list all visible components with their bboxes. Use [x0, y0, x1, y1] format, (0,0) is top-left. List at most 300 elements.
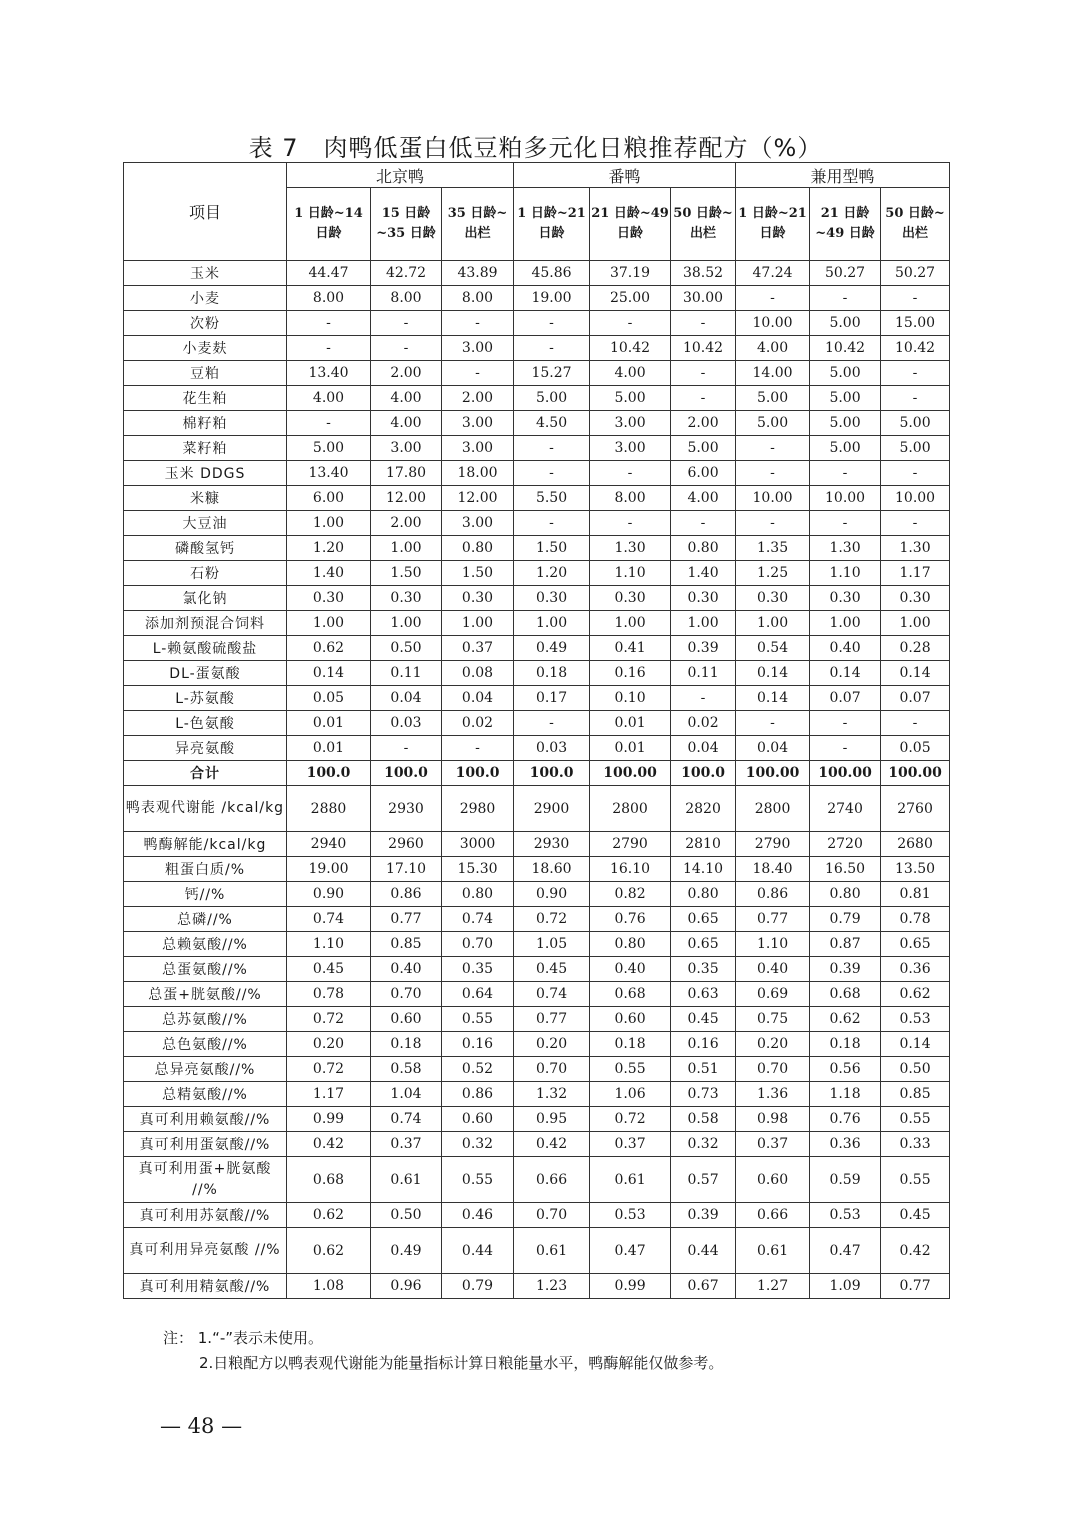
table-row [124, 786, 950, 832]
table-cell: - [671, 511, 736, 536]
row-label: 玉米 [124, 261, 287, 286]
table-row [124, 1057, 950, 1082]
table-cell: - [881, 511, 950, 536]
table-cell: - [881, 461, 950, 486]
table-cell: 0.18 [371, 1032, 442, 1057]
note-line-2: 2.日粮配方以鸭表观代谢能为能量指标计算日粮能量水平，鸭酶解能仅做参考。 [199, 1354, 724, 1372]
table-cell: 0.39 [810, 957, 881, 982]
table-cell: 44.47 [287, 261, 371, 286]
table-cell: 1.00 [810, 611, 881, 636]
table-cell: 5.00 [810, 411, 881, 436]
table-cell: 0.44 [671, 1228, 736, 1274]
table-cell: 2.00 [442, 386, 514, 411]
table-cell: 5.50 [514, 486, 590, 511]
row-label: 玉米 DDGS [124, 461, 287, 486]
table-cell: - [371, 736, 442, 761]
table-cell: - [810, 736, 881, 761]
table-cell: 0.60 [442, 1107, 514, 1132]
table-cell: 1.08 [287, 1274, 371, 1299]
table-cell: 0.60 [590, 1007, 671, 1032]
table-cell: 0.65 [881, 932, 950, 957]
table-cell: 1.04 [371, 1082, 442, 1107]
table-cell: 0.14 [287, 661, 371, 686]
table-cell: 30.00 [671, 286, 736, 311]
table-cell: 18.60 [514, 857, 590, 882]
table-cell: 0.55 [442, 1157, 514, 1203]
table-cell: 2940 [287, 832, 371, 857]
table-cell: 8.00 [371, 286, 442, 311]
table-cell: 0.30 [881, 586, 950, 611]
table-row [124, 982, 950, 1007]
table-cell: 0.68 [287, 1157, 371, 1203]
table-cell: 4.00 [371, 411, 442, 436]
table-cell: 0.68 [590, 982, 671, 1007]
table-cell: 0.36 [810, 1132, 881, 1157]
table-cell: 1.25 [736, 561, 810, 586]
table-cell: 0.02 [671, 711, 736, 736]
table-cell: 0.10 [590, 686, 671, 711]
table-cell: 2960 [371, 832, 442, 857]
table-cell: 2760 [881, 786, 950, 832]
table-cell: 1.00 [287, 611, 371, 636]
table-cell: 0.90 [287, 882, 371, 907]
table-cell: 2720 [810, 832, 881, 857]
table-cell: 10.42 [881, 336, 950, 361]
table-cell: 1.18 [810, 1082, 881, 1107]
table-cell: 45.86 [514, 261, 590, 286]
table-row [124, 461, 950, 486]
table-cell: 2800 [736, 786, 810, 832]
table-cell: 0.05 [287, 686, 371, 711]
table-cell: 0.55 [590, 1057, 671, 1082]
table-cell: 1.50 [442, 561, 514, 586]
table-row [124, 511, 950, 536]
table-cell: 0.01 [287, 711, 371, 736]
table-cell: 0.74 [371, 1107, 442, 1132]
table-cell: 1.00 [371, 536, 442, 561]
page-number: — 48 — [160, 1414, 243, 1438]
table-cell: 0.67 [671, 1274, 736, 1299]
table-cell: 2930 [514, 832, 590, 857]
table-cell: 3.00 [442, 336, 514, 361]
table-cell: 0.45 [514, 957, 590, 982]
table-cell: 1.50 [514, 536, 590, 561]
table-cell: 15.00 [881, 311, 950, 336]
table-cell: 0.53 [590, 1203, 671, 1228]
table-cell: 0.61 [736, 1228, 810, 1274]
table-cell: 0.01 [590, 736, 671, 761]
table-cell: 5.00 [736, 411, 810, 436]
row-label: 豆粕 [124, 361, 287, 386]
table-cell: - [590, 311, 671, 336]
table-cell: 0.70 [736, 1057, 810, 1082]
row-label: 添加剂预混合饲料 [124, 611, 287, 636]
row-label: 真可利用精氨酸//% [124, 1274, 287, 1299]
table-cell: 3.00 [590, 411, 671, 436]
table-cell: 5.00 [514, 386, 590, 411]
table-cell: - [736, 511, 810, 536]
table-cell: 1.30 [881, 536, 950, 561]
table-cell: 0.98 [736, 1107, 810, 1132]
table-cell: 0.14 [736, 661, 810, 686]
table-cell: 0.30 [590, 586, 671, 611]
table-row [124, 436, 950, 461]
table-cell: 1.05 [514, 932, 590, 957]
table-row [124, 661, 950, 686]
table-cell: 1.40 [671, 561, 736, 586]
table-cell: 0.65 [671, 907, 736, 932]
table-cell: 0.16 [671, 1032, 736, 1057]
table-cell: 0.80 [671, 536, 736, 561]
table-cell: - [442, 361, 514, 386]
table-cell: - [514, 511, 590, 536]
row-label: 总磷//% [124, 907, 287, 932]
table-cell: 100.00 [736, 761, 810, 786]
table-body [124, 261, 950, 1299]
table-cell: 3.00 [442, 511, 514, 536]
table-cell: 0.58 [671, 1107, 736, 1132]
table-cell: - [590, 461, 671, 486]
table-cell: 0.47 [590, 1228, 671, 1274]
table-cell: 0.66 [736, 1203, 810, 1228]
table-cell: 0.57 [671, 1157, 736, 1203]
table-cell: 0.55 [881, 1157, 950, 1203]
table-row [124, 311, 950, 336]
table-cell: 2820 [671, 786, 736, 832]
table-cell: 0.85 [881, 1082, 950, 1107]
table-cell: - [371, 336, 442, 361]
table-cell: - [881, 286, 950, 311]
table-cell: - [736, 286, 810, 311]
age-column-header: 50 日龄~出栏 [671, 188, 736, 261]
table-cell: 4.00 [671, 486, 736, 511]
table-cell: 4.00 [371, 386, 442, 411]
table-row [124, 686, 950, 711]
table-row [124, 411, 950, 436]
table-row [124, 611, 950, 636]
row-label: 真可利用蛋氨酸//% [124, 1132, 287, 1157]
table-cell: 19.00 [514, 286, 590, 311]
table-cell: 0.73 [671, 1082, 736, 1107]
table-cell: 0.20 [736, 1032, 810, 1057]
row-label: L-色氨酸 [124, 711, 287, 736]
table-cell: 18.40 [736, 857, 810, 882]
table-cell: - [287, 311, 371, 336]
table-cell: 1.06 [590, 1082, 671, 1107]
table-cell: 5.00 [810, 386, 881, 411]
table-cell: 10.00 [810, 486, 881, 511]
row-label: 米糠 [124, 486, 287, 511]
table-cell: - [514, 436, 590, 461]
table-cell: 0.45 [287, 957, 371, 982]
table-cell: 14.00 [736, 361, 810, 386]
table-cell: 18.00 [442, 461, 514, 486]
table-cell: 0.58 [371, 1057, 442, 1082]
table-cell: 4.00 [590, 361, 671, 386]
table-cell: 100.00 [590, 761, 671, 786]
row-label: 石粉 [124, 561, 287, 586]
row-label: 菜籽粕 [124, 436, 287, 461]
table-cell: 1.00 [287, 511, 371, 536]
table-cell: 0.08 [442, 661, 514, 686]
row-label: 真可利用蛋+胱氨酸 //% [124, 1157, 287, 1203]
table-cell: 0.04 [371, 686, 442, 711]
table-cell: 0.01 [287, 736, 371, 761]
table-cell: 19.00 [287, 857, 371, 882]
table-cell: 1.00 [671, 611, 736, 636]
table-cell: 0.37 [590, 1132, 671, 1157]
table-cell: 0.30 [514, 586, 590, 611]
table-cell: 0.46 [442, 1203, 514, 1228]
table-cell: 3.00 [442, 411, 514, 436]
table-cell: 0.62 [287, 1203, 371, 1228]
table-cell: - [736, 436, 810, 461]
table-cell: 0.68 [810, 982, 881, 1007]
table-cell: 14.10 [671, 857, 736, 882]
table-cell: 0.80 [810, 882, 881, 907]
table-row [124, 336, 950, 361]
table-cell: 0.17 [514, 686, 590, 711]
table-cell: 0.30 [810, 586, 881, 611]
table-row [124, 736, 950, 761]
table-cell: 0.62 [287, 636, 371, 661]
table-cell: 10.00 [881, 486, 950, 511]
table-cell: 0.76 [590, 907, 671, 932]
table-cell: 0.79 [810, 907, 881, 932]
table-cell: - [810, 511, 881, 536]
table-cell: 1.17 [881, 561, 950, 586]
table-cell: 0.18 [810, 1032, 881, 1057]
table-cell: 0.07 [810, 686, 881, 711]
table-cell: 0.30 [736, 586, 810, 611]
table-cell: 0.63 [671, 982, 736, 1007]
table-cell: 100.0 [671, 761, 736, 786]
table-cell: - [671, 686, 736, 711]
table-cell: 0.70 [371, 982, 442, 1007]
table-cell: 0.53 [881, 1007, 950, 1032]
table-cell: 0.60 [736, 1157, 810, 1203]
table-cell: 0.54 [736, 636, 810, 661]
table-cell: - [736, 461, 810, 486]
table-cell: 0.11 [371, 661, 442, 686]
table-cell: 0.36 [881, 957, 950, 982]
table-cell: 0.75 [736, 1007, 810, 1032]
table-cell: 0.39 [671, 1203, 736, 1228]
table-cell: 50.27 [810, 261, 881, 286]
table-cell: 5.00 [810, 436, 881, 461]
table-cell: 0.02 [442, 711, 514, 736]
table-cell: - [736, 711, 810, 736]
table-row [124, 1274, 950, 1299]
table-cell: 0.45 [881, 1203, 950, 1228]
table-cell: 3.00 [442, 436, 514, 461]
table-cell: 0.78 [881, 907, 950, 932]
table-cell: 0.52 [442, 1057, 514, 1082]
row-label: 真可利用苏氨酸//% [124, 1203, 287, 1228]
table-cell: 0.30 [442, 586, 514, 611]
age-column-header: 15 日龄~35 日龄 [371, 188, 442, 261]
table-cell: 0.99 [590, 1274, 671, 1299]
table-cell: 0.33 [881, 1132, 950, 1157]
table-cell: - [442, 736, 514, 761]
row-label: 总异亮氨酸//% [124, 1057, 287, 1082]
table-cell: 0.16 [590, 661, 671, 686]
table-cell: 10.42 [590, 336, 671, 361]
table-cell: - [671, 361, 736, 386]
table-cell: 0.14 [881, 661, 950, 686]
table-cell: 2900 [514, 786, 590, 832]
table-cell: 3.00 [590, 436, 671, 461]
table-cell: 16.10 [590, 857, 671, 882]
table-cell: 1.20 [514, 561, 590, 586]
table-cell: 0.72 [287, 1007, 371, 1032]
table-cell: 8.00 [287, 286, 371, 311]
table-cell: 37.19 [590, 261, 671, 286]
table-cell: 1.00 [590, 611, 671, 636]
table-row [124, 1132, 950, 1157]
table-cell: 2.00 [371, 511, 442, 536]
table-cell: 0.86 [442, 1082, 514, 1107]
row-label: 总苏氨酸//% [124, 1007, 287, 1032]
table-cell: 1.00 [514, 611, 590, 636]
table-cell: 1.35 [736, 536, 810, 561]
item-column-header: 项目 [124, 163, 287, 261]
table-cell: 6.00 [671, 461, 736, 486]
table-cell: 100.0 [442, 761, 514, 786]
table-cell: 0.49 [514, 636, 590, 661]
table-cell: - [810, 711, 881, 736]
table-cell: 1.10 [287, 932, 371, 957]
table-cell: 0.41 [590, 636, 671, 661]
table-cell: 0.95 [514, 1107, 590, 1132]
table-cell: 100.0 [514, 761, 590, 786]
table-cell: 0.04 [736, 736, 810, 761]
table-cell: 10.42 [810, 336, 881, 361]
table-cell: 2980 [442, 786, 514, 832]
table-cell: 1.36 [736, 1082, 810, 1107]
table-cell: 2680 [881, 832, 950, 857]
table-cell: 0.14 [810, 661, 881, 686]
table-cell: - [671, 311, 736, 336]
table-cell: 38.52 [671, 261, 736, 286]
table-cell: 0.32 [671, 1132, 736, 1157]
table-cell: 13.40 [287, 361, 371, 386]
table-cell: 0.03 [514, 736, 590, 761]
table-cell: 0.18 [590, 1032, 671, 1057]
table-cell: 0.61 [590, 1157, 671, 1203]
table-cell: 0.80 [590, 932, 671, 957]
table-cell: 0.62 [881, 982, 950, 1007]
table-cell: 1.10 [810, 561, 881, 586]
row-label: 花生粕 [124, 386, 287, 411]
table-cell: 0.65 [671, 932, 736, 957]
table-cell: 0.61 [371, 1157, 442, 1203]
table-cell: 0.56 [810, 1057, 881, 1082]
row-label: DL-蛋氨酸 [124, 661, 287, 686]
table-cell: 0.77 [736, 907, 810, 932]
table-cell: 0.61 [514, 1228, 590, 1274]
table-cell: 5.00 [671, 436, 736, 461]
table-row [124, 1203, 950, 1228]
row-label: 氯化钠 [124, 586, 287, 611]
table-cell: 12.00 [442, 486, 514, 511]
table-cell: 1.30 [590, 536, 671, 561]
table-cell: 100.0 [371, 761, 442, 786]
table-cell: 1.17 [287, 1082, 371, 1107]
table-cell: 0.77 [514, 1007, 590, 1032]
row-label: 总色氨酸//% [124, 1032, 287, 1057]
table-cell: 1.50 [371, 561, 442, 586]
table-cell: 0.53 [810, 1203, 881, 1228]
row-label: 总赖氨酸//% [124, 932, 287, 957]
table-cell: 16.50 [810, 857, 881, 882]
table-cell: 0.44 [442, 1228, 514, 1274]
row-label: 合计 [124, 761, 287, 786]
table-cell: - [287, 411, 371, 436]
table-cell: 0.35 [442, 957, 514, 982]
table-cell: 47.24 [736, 261, 810, 286]
table-cell: 1.00 [736, 611, 810, 636]
table-cell: 2810 [671, 832, 736, 857]
table-row [124, 957, 950, 982]
table-cell: 15.27 [514, 361, 590, 386]
table-row [124, 857, 950, 882]
table-cell: 2.00 [371, 361, 442, 386]
table-row [124, 907, 950, 932]
table-row [124, 711, 950, 736]
age-column-header: 1 日龄~14 日龄 [287, 188, 371, 261]
table-cell: 0.50 [371, 1203, 442, 1228]
header-group-row [124, 163, 950, 188]
table-cell: 0.42 [881, 1228, 950, 1274]
table-cell: 0.74 [514, 982, 590, 1007]
table-cell: 0.39 [671, 636, 736, 661]
table-cell: 0.80 [442, 882, 514, 907]
table-cell: 0.49 [371, 1228, 442, 1274]
table-cell: 0.47 [810, 1228, 881, 1274]
row-label: 小麦 [124, 286, 287, 311]
table-cell: 1.00 [442, 611, 514, 636]
table-cell: 100.0 [287, 761, 371, 786]
table-cell: 1.30 [810, 536, 881, 561]
table-row [124, 1157, 950, 1203]
table-cell: 10.42 [671, 336, 736, 361]
table-cell: - [514, 711, 590, 736]
table-cell: 0.70 [514, 1057, 590, 1082]
table-cell: 5.00 [881, 436, 950, 461]
table-cell: 0.03 [371, 711, 442, 736]
age-column-header: 50 日龄~出栏 [881, 188, 950, 261]
table-cell: 0.16 [442, 1032, 514, 1057]
table-cell: 5.00 [287, 436, 371, 461]
table-cell: 0.72 [514, 907, 590, 932]
group-header-beijing-duck: 北京鸭 [287, 163, 514, 188]
table-cell: 0.40 [371, 957, 442, 982]
row-label: 总蛋+胱氨酸//% [124, 982, 287, 1007]
table-cell: 0.20 [514, 1032, 590, 1057]
table-cell: 17.10 [371, 857, 442, 882]
table-cell: 0.42 [514, 1132, 590, 1157]
table-cell: 0.40 [810, 636, 881, 661]
table-cell: 1.10 [736, 932, 810, 957]
table-cell: 0.04 [442, 686, 514, 711]
table-cell: - [514, 461, 590, 486]
table-title: 表 7 肉鸭低蛋白低豆粕多元化日粮推荐配方（%） [248, 134, 823, 162]
table-row [124, 561, 950, 586]
table-cell: 0.07 [881, 686, 950, 711]
table-cell: 1.27 [736, 1274, 810, 1299]
table-cell: 0.18 [514, 661, 590, 686]
